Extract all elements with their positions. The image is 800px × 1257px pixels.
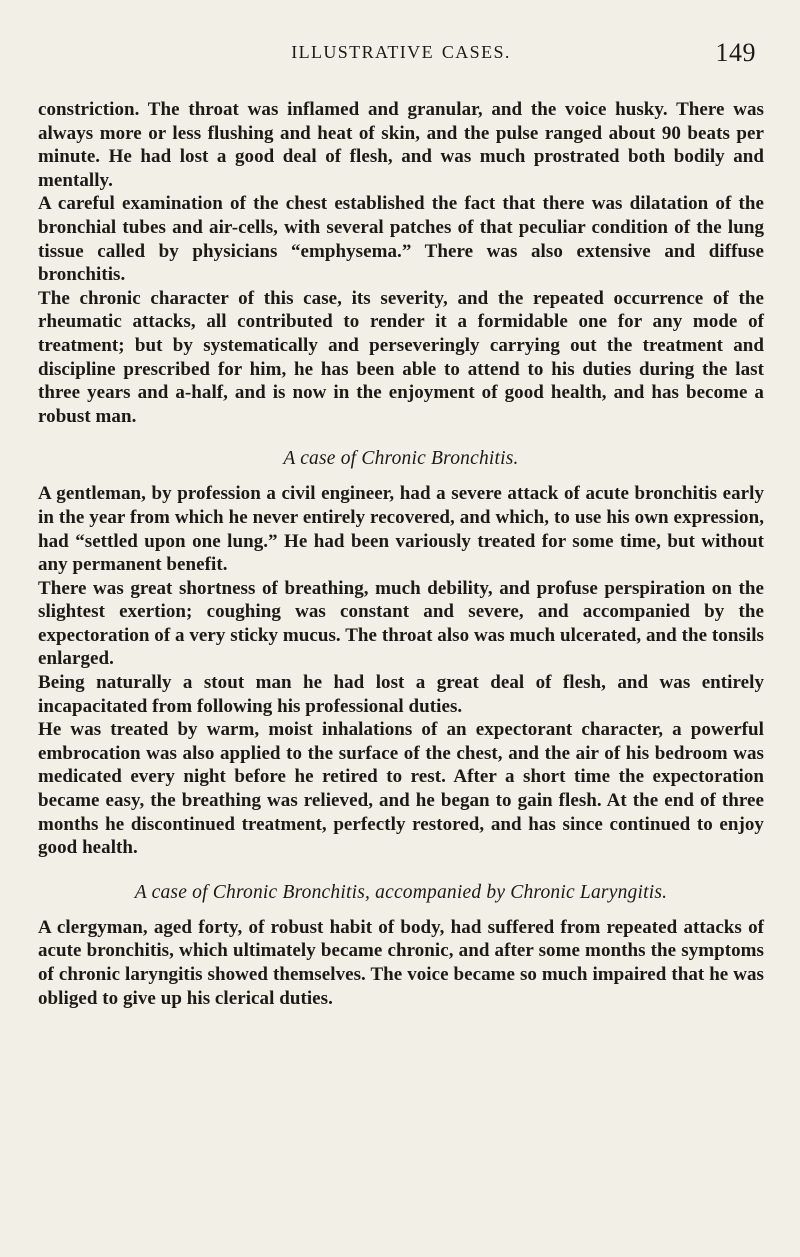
paragraph: There was great shortness of breathing, much debility, and profuse perspiration on the slightest exertion; coughing was constant and severe, and accompanied by the expectoration of a very sticky mucus. The throat also was much ulcerated, and the tonsils enlarged. — [38, 577, 764, 670]
book-page — [38, 38, 764, 1238]
paragraph: A gentleman, by profession a civil engineer, had a severe attack of acute bronchitis early in the year from which he never entirely recovered, and which, to use his own expression, had “settled upon one lung.” He had been variously treated for some time, but without any permanent benefit. — [38, 483, 764, 576]
running-header — [38, 38, 764, 78]
section-heading-bronchitis-laryngitis: A case of Chronic Bronchitis, accompanied by Chronic Laryngitis. — [134, 881, 668, 903]
paragraph: The chronic character of this case, its severity, and the repeated occurrence of the rheumatic attacks, all contributed to render it a formidable one for any mode of treatment; but by systematically and perseveringly carrying out the treatment and discipline prescribed for him, he has been able to attend to his duties during the last three years and a-half, and is now in the enjoyment of good health, and has become a robust man. — [38, 287, 764, 427]
paragraph: Being naturally a stout man he had lost a great deal of flesh, and was entirely incapacitated from following his professional duties. — [38, 672, 764, 717]
page-number: 149 — [715, 38, 756, 67]
paragraph: A clergyman, aged forty, of robust habit of body, had suffered from repeated attacks of acute bronchitis, which ultimately became chronic, and after some months the symptoms of chronic laryngitis showed themselves. The voice became so much impaired that he was obliged to give up his clerical duties. — [38, 916, 764, 1009]
body-text — [38, 98, 764, 1010]
running-title: ILLUSTRATIVE CASES. — [291, 42, 511, 62]
section-heading-chronic-bronchitis: A case of Chronic Bronchitis. — [283, 448, 519, 470]
paragraph-continuation: constriction. The throat was inflamed and granular, and the voice husky. There was always more or less flushing and heat of skin, and the pulse ranged about 90 beats per minute. He had lost a good deal of flesh, and was much prostrated both bodily and mentally. — [38, 99, 764, 191]
paragraph: A careful examination of the chest established the fact that there was dilatation of the bronchial tubes and air-cells, with several patches of that peculiar condition of the lung tissue called by physicians “emphysema.” There was also extensive and diffuse bronchitis. — [38, 193, 764, 286]
paragraph: He was treated by warm, moist inhalations of an expectorant character, a powerful embrocation was also applied to the surface of the chest, and the air of his bedroom was medicated every night before he retired to rest. After a short time the expectoration became easy, the breathing was relieved, and he began to gain flesh. At the end of three months he discontinued treatment, perfectly restored, and has since continued to enjoy good health. — [38, 719, 764, 859]
